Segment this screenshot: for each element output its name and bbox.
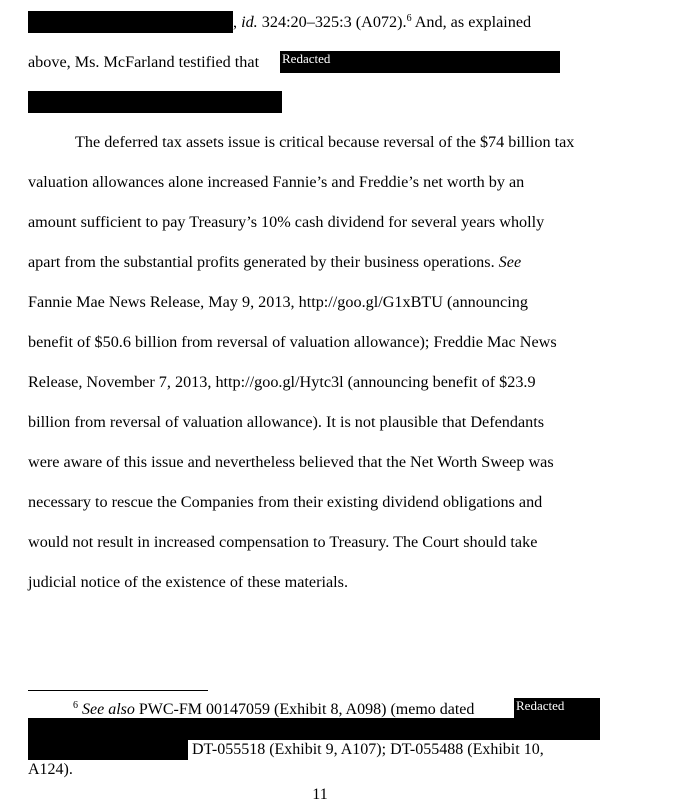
footnote-number: 6 xyxy=(73,700,78,711)
body-line: , id. 324:20–325:3 (A072).$^6$ And, as explained xyxy=(233,13,532,31)
paragraph-line: amount sufficient to pay Treasury’s 10% cash dividend for several years wholly xyxy=(28,213,545,231)
paragraph-line: Release, November 7, 2013, http://goo.gl/Hytc3l (announcing benefit of $23.9 xyxy=(28,373,536,391)
footnote-line: A124). xyxy=(28,761,73,778)
redaction-block xyxy=(28,91,282,113)
footnote-line xyxy=(73,700,474,720)
paragraph-line: The deferred tax assets issue is critical because reversal of the $74 billion tax xyxy=(75,133,575,151)
paragraph-line: necessary to rescue the Companies from their existing dividend obligations and xyxy=(28,493,543,511)
body-line: above, Ms. McFarland testified that xyxy=(28,53,260,71)
redaction-block xyxy=(28,738,188,760)
paragraph-line: judicial notice of the existence of these materials. xyxy=(28,573,349,591)
redaction-block xyxy=(28,718,600,740)
see-also-signal: See also xyxy=(82,701,135,718)
paragraph-line: benefit of $50.6 billion from reversal of valuation allowance); Freddie Mac News xyxy=(28,333,557,351)
body-text: And, as explained xyxy=(411,13,532,31)
id-citation: id. xyxy=(241,13,258,31)
paragraph-line: were aware of this issue and nevertheless believed that the Net Worth Sweep was xyxy=(28,453,554,471)
paragraph-line: Fannie Mae News Release, May 9, 2013, http://goo.gl/G1xBTU (announcing xyxy=(28,293,528,311)
paragraph-text: apart from the substantial profits generated by their business operations. xyxy=(28,253,499,271)
paragraph-line: valuation allowances alone increased Fannie’s and Freddie’s net worth by an xyxy=(28,173,525,191)
footnote-line: DT-055518 (Exhibit 9, A107); DT-055488 (Exhibit 10, xyxy=(192,741,544,758)
citation-text: 324:20–325:3 (A072). xyxy=(257,13,407,31)
redaction-label: Redacted xyxy=(282,51,331,66)
see-signal: See xyxy=(498,253,522,271)
paragraph-line: would not result in increased compensation to Treasury. The Court should take xyxy=(28,533,538,551)
paragraph-line xyxy=(28,252,521,272)
footnote-text: PWC-FM 00147059 (Exhibit 8, A098) (memo dated xyxy=(134,701,475,718)
page-number: 11 xyxy=(312,786,328,803)
redaction-block xyxy=(28,11,233,33)
paragraph-line: billion from reversal of valuation allowance). It is not plausible that Defendants xyxy=(28,413,545,431)
redaction-label: Redacted xyxy=(516,698,565,713)
footnote-divider xyxy=(28,690,208,691)
footnote-ref: 6 xyxy=(406,13,412,24)
